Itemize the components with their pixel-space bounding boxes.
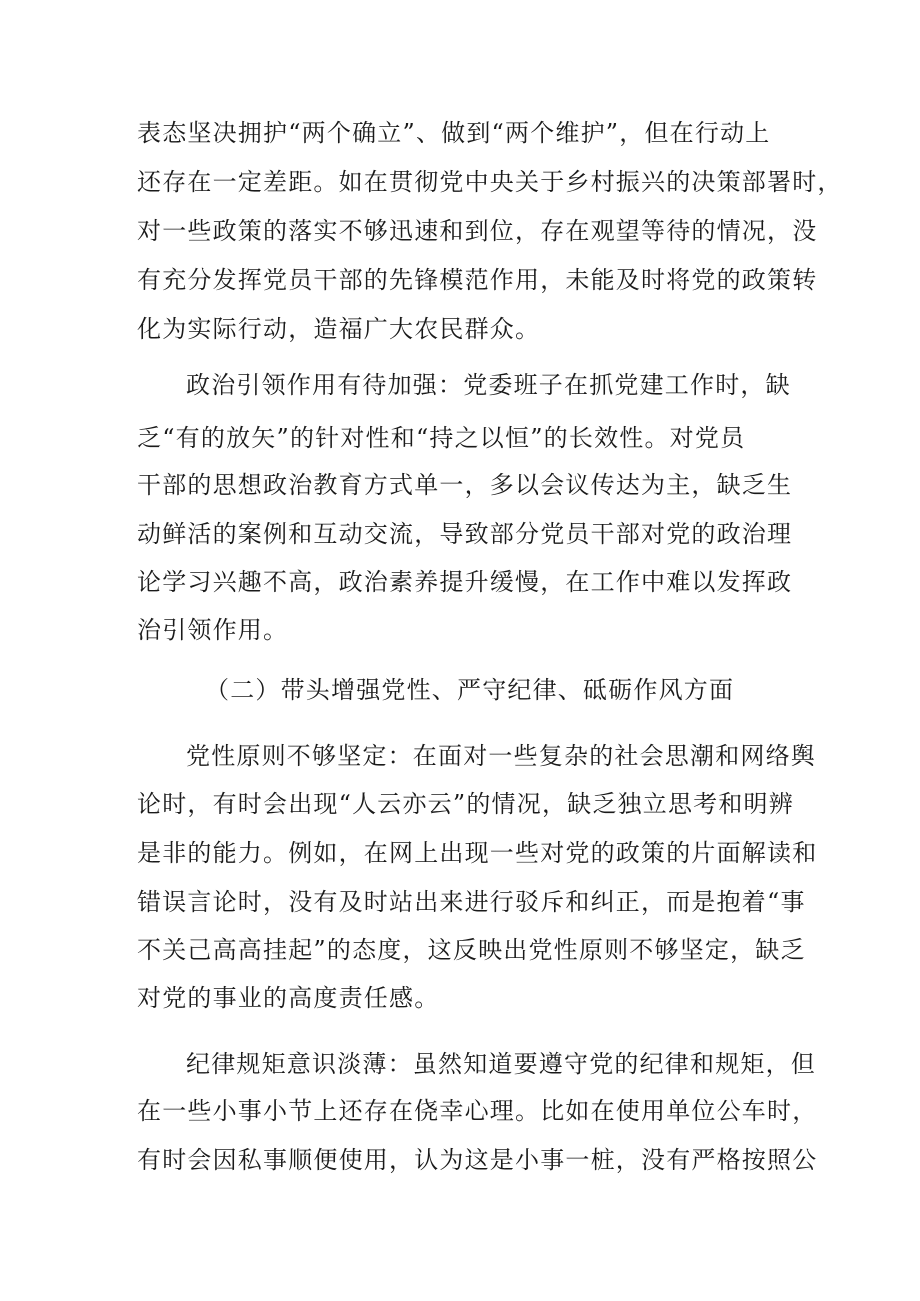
text-line: 是非的能力。例如，在网上出现一些对党的政策的片面解读和 bbox=[137, 839, 818, 867]
text-line: 有充分发挥党员干部的先锋模范作用，未能及时将党的政策转 bbox=[137, 266, 818, 294]
text-line: 对党的事业的高度责任感。 bbox=[137, 984, 440, 1012]
text-line: 干部的思想政治教育方式单一，多以会议传达为主，缺乏生 bbox=[137, 471, 793, 499]
text-line: 在一些小事小节上还存在侥幸心理。比如在使用单位公车时， bbox=[137, 1097, 818, 1125]
text-line: 有时会因私事顺便使用，认为这是小事一桩，没有严格按照公 bbox=[137, 1146, 818, 1174]
text-line: 论学习兴趣不高，政治素养提升缓慢，在工作中难以发挥政 bbox=[137, 568, 793, 596]
text-line: 论时，有时会出现“人云亦云”的情况，缺乏独立思考和明辨 bbox=[137, 790, 794, 818]
text-line: 不关己高高挂起”的态度，这反映出党性原则不够坚定，缺乏 bbox=[137, 936, 806, 964]
section-heading: （二）带头增强党性、严守纪律、砥砺作风方面 bbox=[205, 676, 735, 704]
text-line: 还存在一定差距。如在贯彻党中央关于乡村振兴的决策部署时， bbox=[137, 168, 843, 196]
text-line: 乏“有的放矢”的针对性和“持之以恒”的长效性。对党员 bbox=[137, 424, 746, 452]
text-line: 动鲜活的案例和互动交流，导致部分党员干部对党的政治理 bbox=[137, 520, 793, 548]
text-line: 表态坚决拥护“两个确立”、做到“两个维护”，但在行动上 bbox=[137, 119, 771, 147]
text-line: 党性原则不够坚定：在面对一些复杂的社会思潮和网络舆 bbox=[186, 742, 816, 770]
text-line: 政治引领作用有待加强：党委班子在抓党建工作时，缺 bbox=[186, 371, 791, 399]
text-line: 对一些政策的落实不够迅速和到位，存在观望等待的情况，没 bbox=[137, 217, 818, 245]
text-line: 化为实际行动，造福广大农民群众。 bbox=[137, 315, 541, 343]
text-line: 治引领作用。 bbox=[137, 616, 289, 644]
text-line: 纪律规矩意识淡薄：虽然知道要遵守党的纪律和规矩，但 bbox=[186, 1050, 816, 1078]
text-line: 错误言论时，没有及时站出来进行驳斥和纠正，而是抱着“事 bbox=[137, 888, 806, 916]
